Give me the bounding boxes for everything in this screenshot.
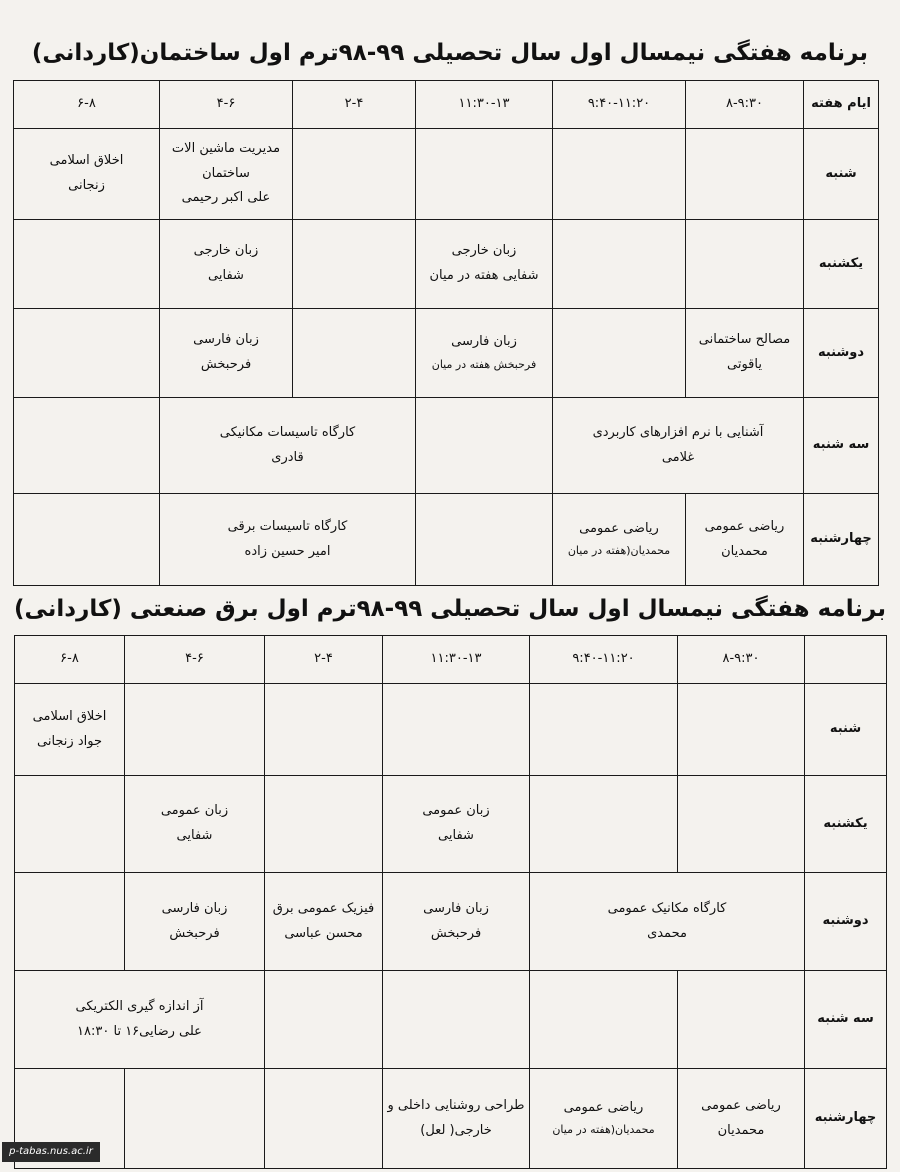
course-name: آز اندازه گیری الکتریکی	[75, 998, 204, 1014]
slot-header-5: ۴-۶	[125, 636, 265, 684]
schedule-title-construction: برنامه هفتگی نیمسال اول سال تحصیلی ۹۹-۹۸ترم اول ساختمان(کاردانی)	[31, 40, 869, 66]
course-name: مصالح ساختمانی	[698, 332, 791, 348]
schedule-table-construction	[13, 80, 879, 586]
empty-cell	[678, 776, 805, 873]
slot-header-6: ۶-۸	[15, 636, 125, 684]
empty-cell	[678, 971, 805, 1069]
instructor: شفایی هفته در میان	[429, 268, 539, 283]
class-cell	[160, 494, 416, 586]
row-wednesday	[15, 1069, 887, 1169]
day-label: شنبه	[805, 684, 887, 776]
course-name: زبان خارجی	[451, 243, 517, 259]
instructor: غلامی	[661, 449, 695, 465]
empty-cell	[678, 684, 805, 776]
empty-cell	[265, 776, 383, 873]
instructor: زنجانی	[68, 178, 105, 193]
class-cell	[160, 309, 293, 398]
instructor: شفایی	[208, 268, 244, 283]
course-name: ریاضی عمومی	[704, 518, 785, 534]
class-cell	[265, 873, 383, 971]
day-label: یکشنبه	[804, 220, 879, 309]
instructor: فرحبخش هفته در میان	[431, 357, 537, 371]
empty-cell	[553, 129, 686, 220]
instructor: فرحبخش	[169, 925, 220, 941]
empty-cell	[383, 684, 530, 776]
row-tuesday	[14, 398, 879, 494]
class-cell	[383, 776, 530, 873]
slot-header-3: ۱۱:۳۰-۱۳	[416, 81, 553, 129]
instructor: محسن عباسی	[284, 925, 363, 941]
header-row	[14, 81, 879, 129]
instructor: فرحبخش	[430, 925, 482, 941]
empty-cell	[553, 309, 686, 398]
day-label: سه شنبه	[804, 398, 879, 494]
course-name: طراحی روشنایی داخلی و	[387, 1097, 525, 1113]
slot-header-1: ۸-۹:۳۰	[678, 636, 805, 684]
class-cell	[383, 873, 530, 971]
instructor: محمدیان	[721, 543, 768, 559]
row-monday	[14, 309, 879, 398]
class-cell	[530, 873, 805, 971]
class-cell	[383, 1069, 530, 1169]
class-cell	[678, 1069, 805, 1169]
day-label: سه شنبه	[805, 971, 887, 1069]
slot-header-2: ۹:۴۰-۱۱:۲۰	[530, 636, 678, 684]
class-cell	[125, 776, 265, 873]
day-label: چهارشنبه	[805, 1069, 887, 1169]
instructor: یاقوتی	[727, 357, 762, 372]
class-cell	[416, 220, 553, 309]
row-saturday	[15, 684, 887, 776]
class-cell	[553, 494, 686, 586]
slot-header-4: ۲-۴	[293, 81, 416, 129]
course-name: زبان فارسی	[161, 900, 228, 916]
instructor: جواد زنجانی	[37, 733, 102, 749]
schedule-table-electrical	[14, 635, 887, 1169]
empty-cell	[125, 1069, 265, 1169]
instructor: محمدیان	[717, 1122, 765, 1138]
empty-cell	[553, 220, 686, 309]
class-cell	[416, 309, 553, 398]
course-name: مدیریت ماشین الات	[171, 140, 281, 156]
day-label: شنبه	[804, 129, 879, 220]
instructor: شفایی	[176, 828, 213, 843]
class-cell	[160, 220, 293, 309]
empty-cell	[530, 684, 678, 776]
row-monday	[15, 873, 887, 971]
schedule-title-electrical: برنامه هفتگی نیمسال اول سال تحصیلی ۹۹-۹۸ترم اول برق صنعتی (کاردانی)	[13, 596, 886, 622]
day-label: چهارشنبه	[804, 494, 879, 586]
course-name: کارگاه تاسیسات برقی	[227, 518, 348, 534]
empty-cell	[14, 398, 160, 494]
instructor: شفایی	[438, 828, 474, 843]
row-sunday	[14, 220, 879, 309]
days-header: ایام هفته	[804, 81, 879, 129]
slot-header-4: ۲-۴	[265, 636, 383, 684]
empty-cell	[265, 971, 383, 1069]
instructor: علی اکبر رحیمی	[181, 190, 271, 206]
empty-cell	[125, 684, 265, 776]
row-saturday	[14, 129, 879, 220]
empty-cell	[14, 494, 160, 586]
empty-cell	[265, 684, 383, 776]
empty-cell	[530, 971, 678, 1069]
course-name: زبان خارجی	[193, 243, 259, 259]
course-name: فیزیک عمومی برق	[272, 900, 375, 916]
empty-cell	[293, 220, 416, 309]
empty-cell	[14, 220, 160, 309]
class-cell	[686, 494, 804, 586]
day-label: یکشنبه	[805, 776, 887, 873]
site-watermark: p-tabas.nus.ac.ir	[2, 1142, 100, 1162]
slot-header-1: ۸-۹:۳۰	[686, 81, 804, 129]
empty-cell	[15, 776, 125, 873]
class-cell	[686, 309, 804, 398]
empty-cell	[265, 1069, 383, 1169]
empty-cell	[14, 309, 160, 398]
slot-header-6: ۶-۸	[14, 81, 160, 129]
empty-cell	[416, 398, 553, 494]
course-name-cont: ساختمان	[202, 165, 250, 181]
course-name: ریاضی عمومی	[563, 1099, 644, 1115]
course-name: زبان فارسی	[193, 332, 259, 348]
instructor: قادری	[271, 449, 304, 465]
row-sunday	[15, 776, 887, 873]
class-cell	[15, 971, 265, 1069]
empty-cell	[416, 494, 553, 586]
instructor: محمدی	[647, 925, 687, 941]
course-name: ریاضی عمومی	[701, 1097, 781, 1113]
instructor: محمدیان(هفته در میان	[552, 1123, 655, 1137]
empty-cell	[686, 129, 804, 220]
empty-cell	[293, 309, 416, 398]
slot-header-2: ۹:۴۰-۱۱:۲۰	[553, 81, 686, 129]
empty-cell	[416, 129, 553, 220]
course-name: زبان فارسی	[451, 334, 517, 350]
class-cell	[14, 129, 160, 220]
course-name: زبان عمومی	[160, 803, 229, 819]
row-wednesday	[14, 494, 879, 586]
slot-header-3: ۱۱:۳۰-۱۳	[383, 636, 530, 684]
class-cell	[125, 873, 265, 971]
class-cell	[15, 684, 125, 776]
empty-cell	[15, 873, 125, 971]
course-name: زبان فارسی	[423, 900, 489, 916]
instructor: علی رضایی۱۶ تا ۱۸:۳۰	[77, 1023, 202, 1039]
instructor: فرحبخش	[200, 357, 252, 372]
empty-cell	[686, 220, 804, 309]
course-name: آشنایی با نرم افزارهای کاربردی	[592, 424, 764, 440]
class-cell	[160, 398, 416, 494]
course-name: کارگاه تاسیسات مکانیکی	[219, 424, 356, 440]
course-name: زبان عمومی	[422, 803, 490, 819]
class-cell	[553, 398, 804, 494]
empty-cell	[383, 971, 530, 1069]
empty-cell	[293, 129, 416, 220]
slot-header-5: ۴-۶	[160, 81, 293, 129]
day-label: دوشنبه	[804, 309, 879, 398]
instructor: خارجی( لعل)	[420, 1122, 492, 1138]
day-label: دوشنبه	[805, 873, 887, 971]
class-cell	[530, 1069, 678, 1169]
header-row	[15, 636, 887, 684]
empty-cell	[805, 636, 887, 684]
instructor: محمدیان(هفته در میان	[567, 544, 671, 558]
course-name: ریاضی عمومی	[579, 520, 659, 536]
course-name: اخلاق اسلامی	[49, 153, 124, 169]
empty-cell	[530, 776, 678, 873]
row-tuesday	[15, 971, 887, 1069]
course-name: کارگاه مکانیک عمومی	[607, 900, 727, 916]
instructor: امیر حسین زاده	[244, 543, 331, 559]
class-cell	[160, 129, 293, 220]
course-name: اخلاق اسلامی	[32, 708, 107, 724]
